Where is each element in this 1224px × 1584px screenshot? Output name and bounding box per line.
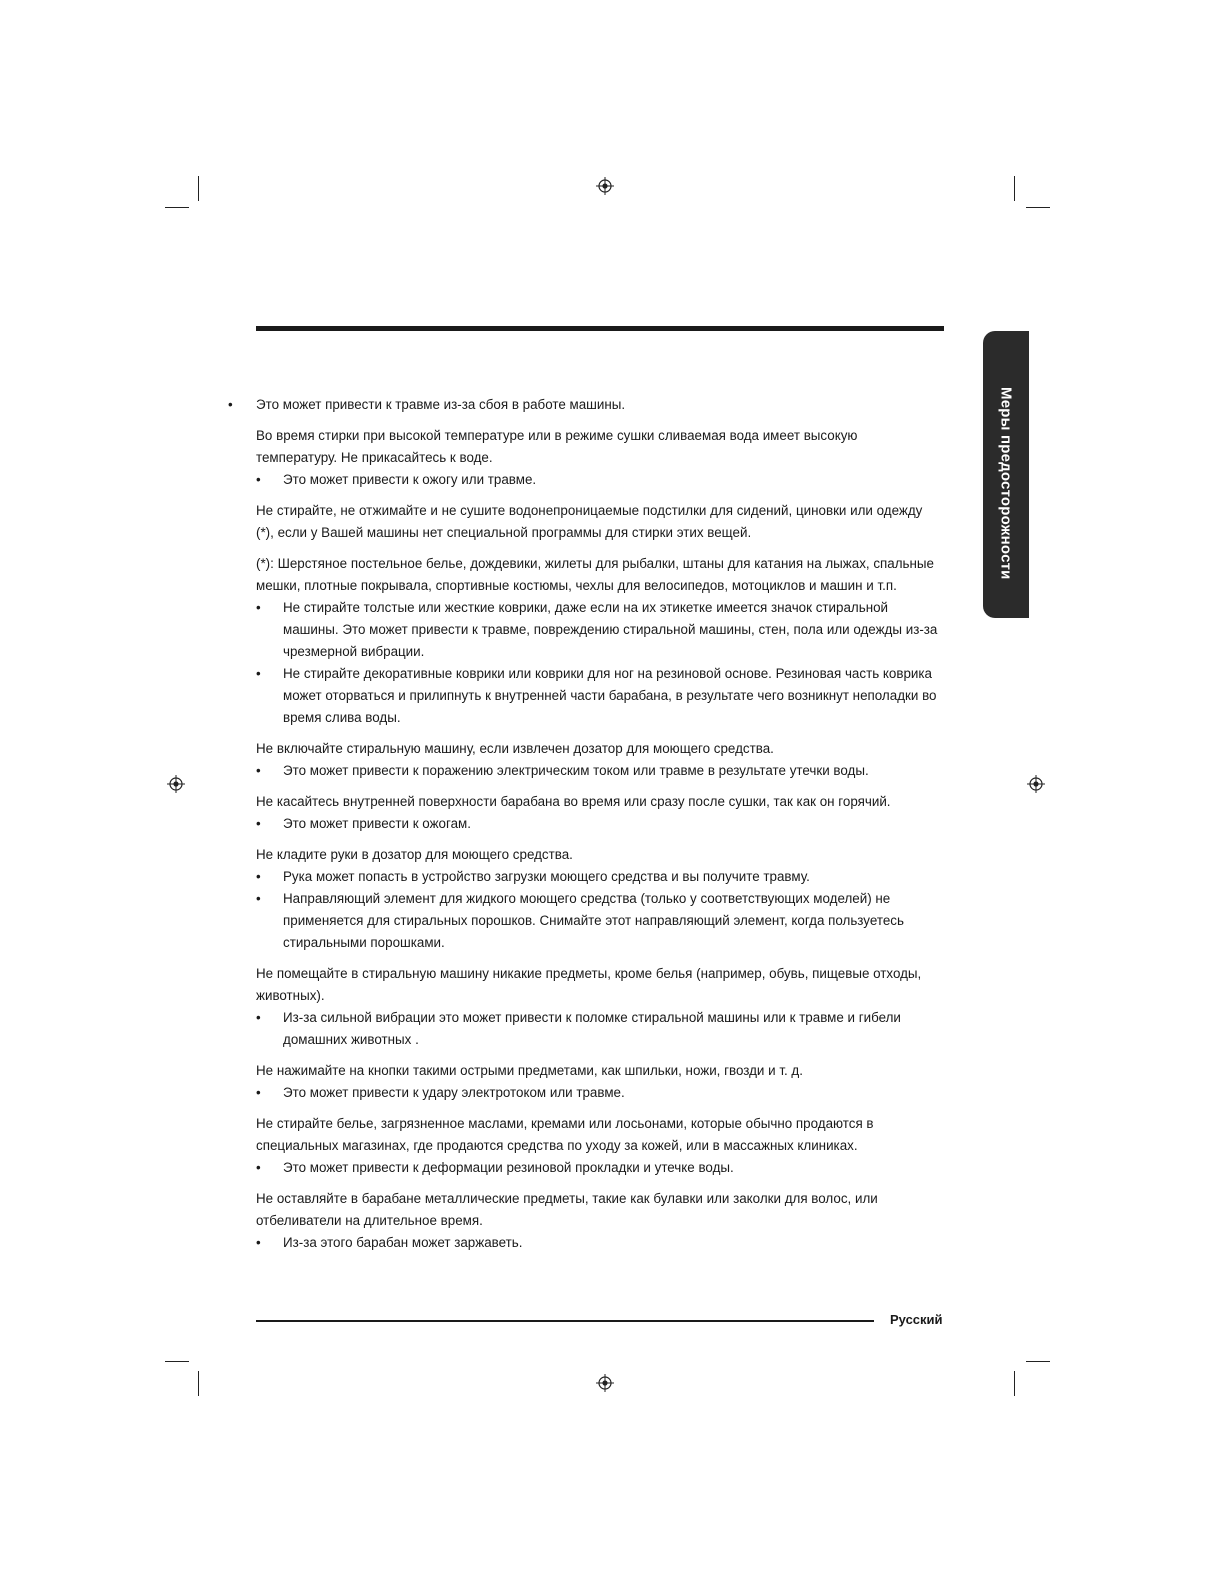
warning-text: Не кладите руки в дозатор для моющего средства.: [256, 847, 573, 862]
crop-mark: [1026, 207, 1050, 208]
bullet-list: [256, 813, 942, 835]
list-item: [256, 866, 942, 888]
bullet-icon: •: [256, 869, 261, 884]
bullet-list: [256, 1232, 942, 1254]
list-item-text: Это может привести к травме из-за сбоя в работе машины.: [256, 397, 626, 412]
warning-block: [256, 425, 942, 491]
crop-mark: [198, 1371, 199, 1396]
list-item-text: Не стирайте толстые или жесткие коврики, даже если на их этикетке имеется значок стиральной машины. Это может привести к травме, повреждению стиральной машины, стен, пола или одежды из-за чрезмерной вибрации.: [283, 600, 938, 659]
crop-mark: [1014, 1371, 1015, 1396]
registration-mark-icon: [1027, 775, 1045, 793]
list-item-text: Это может привести к ожогу или травме.: [283, 472, 537, 487]
warning-text: Не помещайте в стиральную машину никакие предметы, кроме белья (например, обувь, пищевые отходы, животных).: [256, 966, 922, 1003]
safety-content: [228, 394, 942, 1263]
list-item: [256, 888, 942, 954]
registration-mark-icon: [596, 177, 614, 195]
bullet-list: [256, 597, 942, 729]
bullet-list: [256, 1082, 942, 1104]
crop-mark: [165, 207, 189, 208]
crop-mark: [165, 1361, 189, 1362]
bullet-icon: •: [256, 600, 261, 615]
list-item-text: Рука может попасть в устройство загрузки моющего средства и вы получите травму.: [283, 869, 810, 884]
registration-mark-icon: [167, 775, 185, 793]
warning-text: Не стирайте, не отжимайте и не сушите водонепроницаемые подстилки для сидений, циновки или одежду (*), если у Вашей машины нет специальной программы для стирки этих вещей.: [256, 503, 923, 540]
warning-block: [256, 553, 942, 729]
list-item: [256, 1232, 942, 1254]
crop-mark: [1026, 1361, 1050, 1362]
bullet-icon: •: [256, 666, 261, 681]
warning-text: Во время стирки при высокой температуре или в режиме сушки сливаемая вода имеет высокую температуру. Не прикасайтесь к воде.: [256, 428, 858, 465]
footer-language: Русский: [890, 1312, 943, 1327]
bullet-list: [256, 1157, 942, 1179]
list-item: [256, 1082, 942, 1104]
list-item: [256, 469, 942, 491]
warning-block: [256, 1113, 942, 1179]
section-tab-label: Меры предосторожности: [997, 387, 1015, 580]
warning-block: [256, 791, 942, 835]
bullet-icon: •: [256, 891, 261, 906]
warning-text: Не включайте стиральную машину, если извлечен дозатор для моющего средства.: [256, 741, 774, 756]
list-item: [256, 597, 942, 663]
bullet-list: [256, 1007, 942, 1051]
warning-block: [256, 738, 942, 782]
header-rule: [256, 326, 944, 331]
crop-mark: [1014, 176, 1015, 201]
bullet-icon: •: [256, 763, 261, 778]
bullet-icon: •: [256, 472, 261, 487]
bullet-icon: •: [256, 1235, 261, 1250]
warning-block: [256, 963, 942, 1051]
section-tab: [983, 331, 1029, 618]
warning-block: [256, 1060, 942, 1104]
crop-mark: [198, 176, 199, 201]
bullet-list: [256, 469, 942, 491]
bullet-icon: •: [256, 1010, 261, 1025]
list-item-text: Это может привести к удару электротоком или травме.: [283, 1085, 625, 1100]
bullet-icon: •: [256, 816, 261, 831]
list-item: [256, 760, 942, 782]
warning-blocks: [256, 425, 942, 1254]
warning-text: Не стирайте белье, загрязненное маслами, кремами или лосьонами, которые обычно продаются в специальных магазинах, где продаются средства по уходу за кожей, или в массажных клиниках.: [256, 1116, 874, 1153]
list-item: [256, 1157, 942, 1179]
bullet-icon: •: [228, 397, 233, 412]
bullet-icon: •: [256, 1085, 261, 1100]
list-item: [256, 1007, 942, 1051]
warning-text: Не касайтесь внутренней поверхности барабана во время или сразу после сушки, так как он горячий.: [256, 794, 891, 809]
bullet-icon: •: [256, 1160, 261, 1175]
bullet-list: [256, 760, 942, 782]
registration-mark-icon: [596, 1374, 614, 1392]
warning-block: [256, 500, 942, 544]
list-item-text: Не стирайте декоративные коврики или коврики для ног на резиновой основе. Резиновая часть коврика может оторваться и прилипнуть к внутренней части барабана, в результате чего возникнут неполадки во время слива воды.: [283, 666, 937, 725]
list-item-text: Направляющий элемент для жидкого моющего средства (только у соответствующих моделей) не применяется для стиральных порошков. Снимайте этот направляющий элемент, когда пользуетесь стиральными порошками.: [283, 891, 904, 950]
list-item: [256, 813, 942, 835]
list-item-text: Из-за сильной вибрации это может привести к поломке стиральной машины или к травме и гибели домашних животных .: [283, 1010, 901, 1047]
warning-block: [256, 1188, 942, 1254]
list-item: [256, 663, 942, 729]
warning-text: (*): Шерстяное постельное белье, дождевики, жилеты для рыбалки, штаны для катания на лыжах, спальные мешки, плотные покрывала, спортивные костюмы, чехлы для велосипедов, мотоциклов и машин и т.п.: [256, 556, 934, 593]
list-item: [228, 394, 942, 416]
footer-rule: [256, 1320, 874, 1322]
list-item-text: Из-за этого барабан может заржаветь.: [283, 1235, 523, 1250]
list-item-text: Это может привести к ожогам.: [283, 816, 471, 831]
list-item-text: Это может привести к поражению электрическим током или травме в результате утечки воды.: [283, 763, 869, 778]
warning-text: Не нажимайте на кнопки такими острыми предметами, как шпильки, ножи, гвозди и т. д.: [256, 1063, 803, 1078]
warning-block: [256, 844, 942, 954]
warning-text: Не оставляйте в барабане металлические предметы, такие как булавки или заколки для волос, или отбеливатели на длительное время.: [256, 1191, 878, 1228]
list-item-text: Это может привести к деформации резиновой прокладки и утечке воды.: [283, 1160, 734, 1175]
bullet-list: [256, 866, 942, 954]
